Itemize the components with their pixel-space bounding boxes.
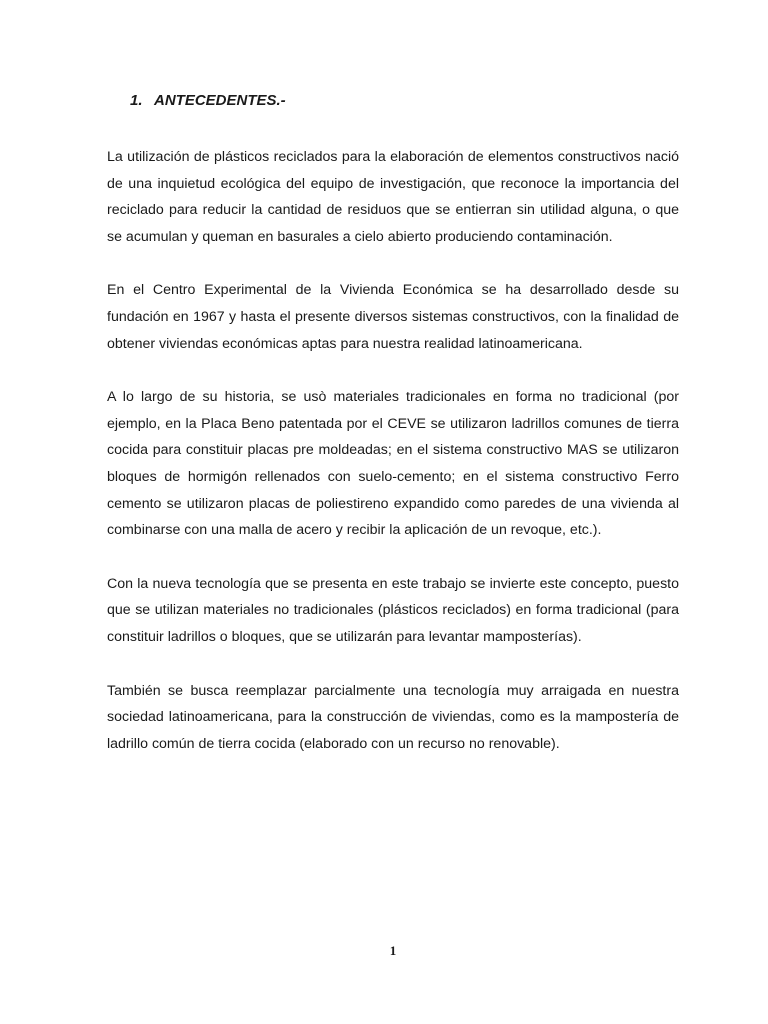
paragraph-1: La utilización de plásticos reciclados para la elaboración de elementos constructivos nació de una inquietud ecológica del equipo de investigación, que reconoce la importancia del reciclado para reducir la cantidad de residuos que se entierran sin utilidad alguna, o que se acumulan y queman en basurales a cielo abierto produciendo contaminación.	[107, 149, 679, 245]
section-heading	[130, 91, 286, 111]
paragraph-5: También se busca reemplazar parcialmente una tecnología muy arraigada en nuestra sociedad latinoamericana, para la construcción de viviendas, como es la mampostería de ladrillo común de tierra cocida (elaborado con un recurso no renovable).	[107, 682, 679, 752]
section-title: ANTECEDENTES.-	[154, 92, 286, 109]
page-number: 1	[389, 943, 397, 958]
paragraph-2: En el Centro Experimental de la Vivienda Económica se ha desarrollado desde su fundación en 1967 y hasta el presente diversos sistemas constructivos, con la finalidad de obtener viviendas económicas aptas para nuestra realidad latinoamericana.	[107, 282, 679, 352]
section-number: 1.	[130, 92, 143, 109]
paragraph-4: Con la nueva tecnología que se presenta en este trabajo se invierte este concepto, puesto que se utilizan materiales no tradicionales (plásticos reciclados) en forma tradicional (para constituir ladrillos o bloques, que se utilizarán para levantar mamposterías).	[107, 575, 679, 645]
paragraph-3: A lo largo de su historia, se usò materiales tradicionales en forma no tradicional (por ejemplo, en la Placa Beno patentada por el CEVE se utilizaron ladrillos comunes de tierra cocida para constituir placas pre moldeadas; en el sistema constructivo MAS se utilizaron bloques de hormigón rellenados con suelo-cemento; en el sistema constructivo Ferro cemento se utilizaron placas de poliestireno expandido como paredes de una vivienda al combinarse con una malla de acero y recibir la aplicación de un revoque, etc.).	[107, 389, 679, 539]
body-text	[107, 144, 679, 784]
